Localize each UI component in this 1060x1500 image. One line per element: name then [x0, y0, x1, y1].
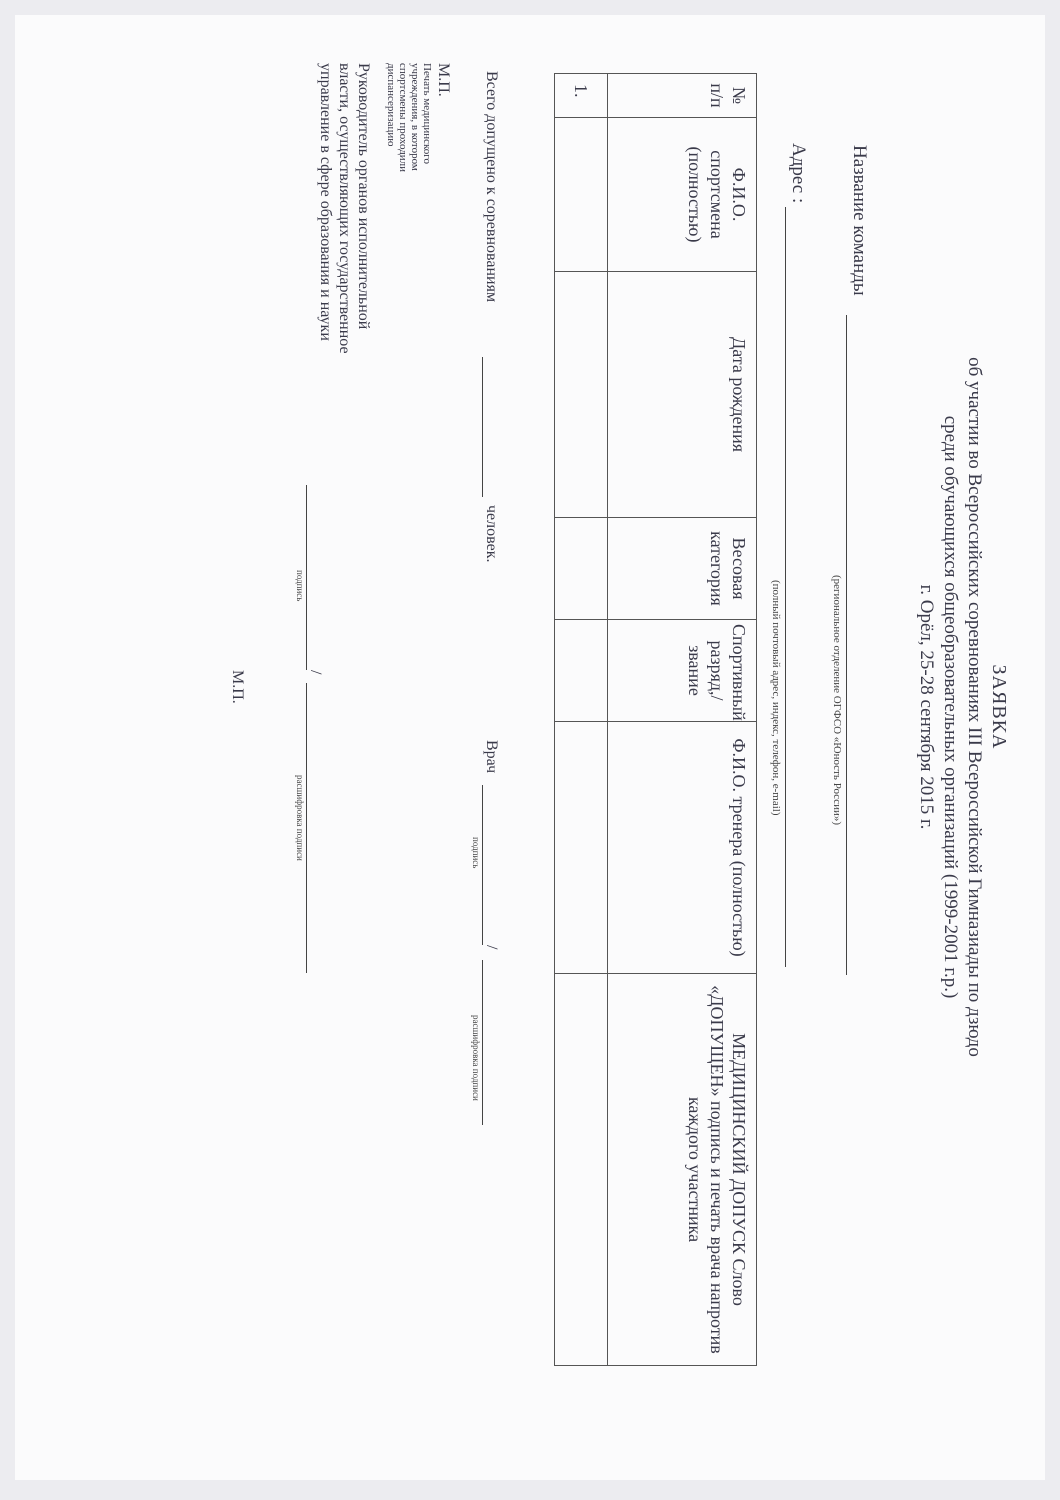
row-number-cell: 1. [555, 74, 608, 118]
form-subtitle-line2: среди обучающихся общеобразовательных организаций (1999-2001 г.р.) [940, 415, 961, 999]
column-header-athlete-name: Ф.И.О. спортсмена (полностью) [608, 118, 757, 272]
admitted-label: Всего допущено к соревнованиям [483, 71, 500, 303]
weight-category-cell[interactable] [555, 518, 608, 620]
form-subtitle-line3: г. Орёл, 25-28 сентября 2015 г. [916, 584, 937, 830]
column-header-medical-clearance: МЕДИЦИНСКИЙ ДОПУСК Слово «ДОПУЩЕН» подпись и печать врача напротив каждого участника [608, 974, 757, 1366]
landscape-form [15, 15, 1045, 1485]
doctor-decoding-line[interactable] [482, 960, 483, 1125]
team-name-label: Название команды [849, 145, 870, 296]
head-decoding-line[interactable] [306, 683, 307, 973]
table-row [555, 74, 608, 1366]
admitted-unit: человек. [483, 505, 500, 563]
athlete-name-cell[interactable] [555, 118, 608, 272]
doctor-slash: / [483, 945, 500, 950]
address-line[interactable] [785, 207, 786, 967]
participants-table [554, 73, 757, 1366]
authority-head-label: Руководитель органов исполнительной власти, осуществляющих государственное управление в сфере образования и науки [317, 63, 372, 354]
table-header-row [608, 74, 757, 1366]
head-signature-hint: подпись [295, 570, 305, 602]
head-slash: / [307, 670, 324, 675]
doctor-signature-line[interactable] [482, 785, 483, 945]
sport-rank-cell[interactable] [555, 620, 608, 722]
column-header-sport-rank: Спортивный разряд,/звание [608, 620, 757, 722]
head-decoding-hint: расшифровка подписи [295, 775, 305, 861]
medical-clearance-cell[interactable] [555, 974, 608, 1366]
doctor-signature-hint: подпись [471, 837, 481, 869]
address-hint: (полный почтовый адрес, индекс, телефон, e-mail) [770, 580, 782, 816]
form-title: ЗАЯВКА [988, 664, 1010, 750]
column-header-number: № п/п [608, 74, 757, 118]
medical-stamp-label: М.П. [435, 63, 452, 97]
team-name-hint: (региональное отделение ОГФСО «Юность России») [831, 575, 843, 826]
doctor-label: Врач [483, 740, 500, 774]
head-signature-line[interactable] [306, 485, 307, 670]
doctor-decoding-hint: расшифровка подписи [471, 1015, 481, 1101]
coach-name-cell[interactable] [555, 722, 608, 974]
medical-stamp-note: Печать медицинского учреждения, в котором спортсмены проходили диспансеризацию [385, 63, 433, 173]
address-label: Адрес : [788, 143, 809, 204]
birth-date-cell[interactable] [555, 272, 608, 518]
column-header-weight-category: Весовая категория [608, 518, 757, 620]
column-header-coach-name: Ф.И.О. тренера (полностью) [608, 722, 757, 974]
column-header-birth-date: Дата рождения [608, 272, 757, 518]
admitted-count-line[interactable] [482, 357, 483, 497]
team-name-line[interactable] [846, 315, 847, 975]
authority-stamp-label: М.П. [229, 670, 246, 704]
form-subtitle-line1: об участии во Всероссийских соревнованиях III Всероссийской Гимназиады по дзюдо [964, 357, 985, 1057]
